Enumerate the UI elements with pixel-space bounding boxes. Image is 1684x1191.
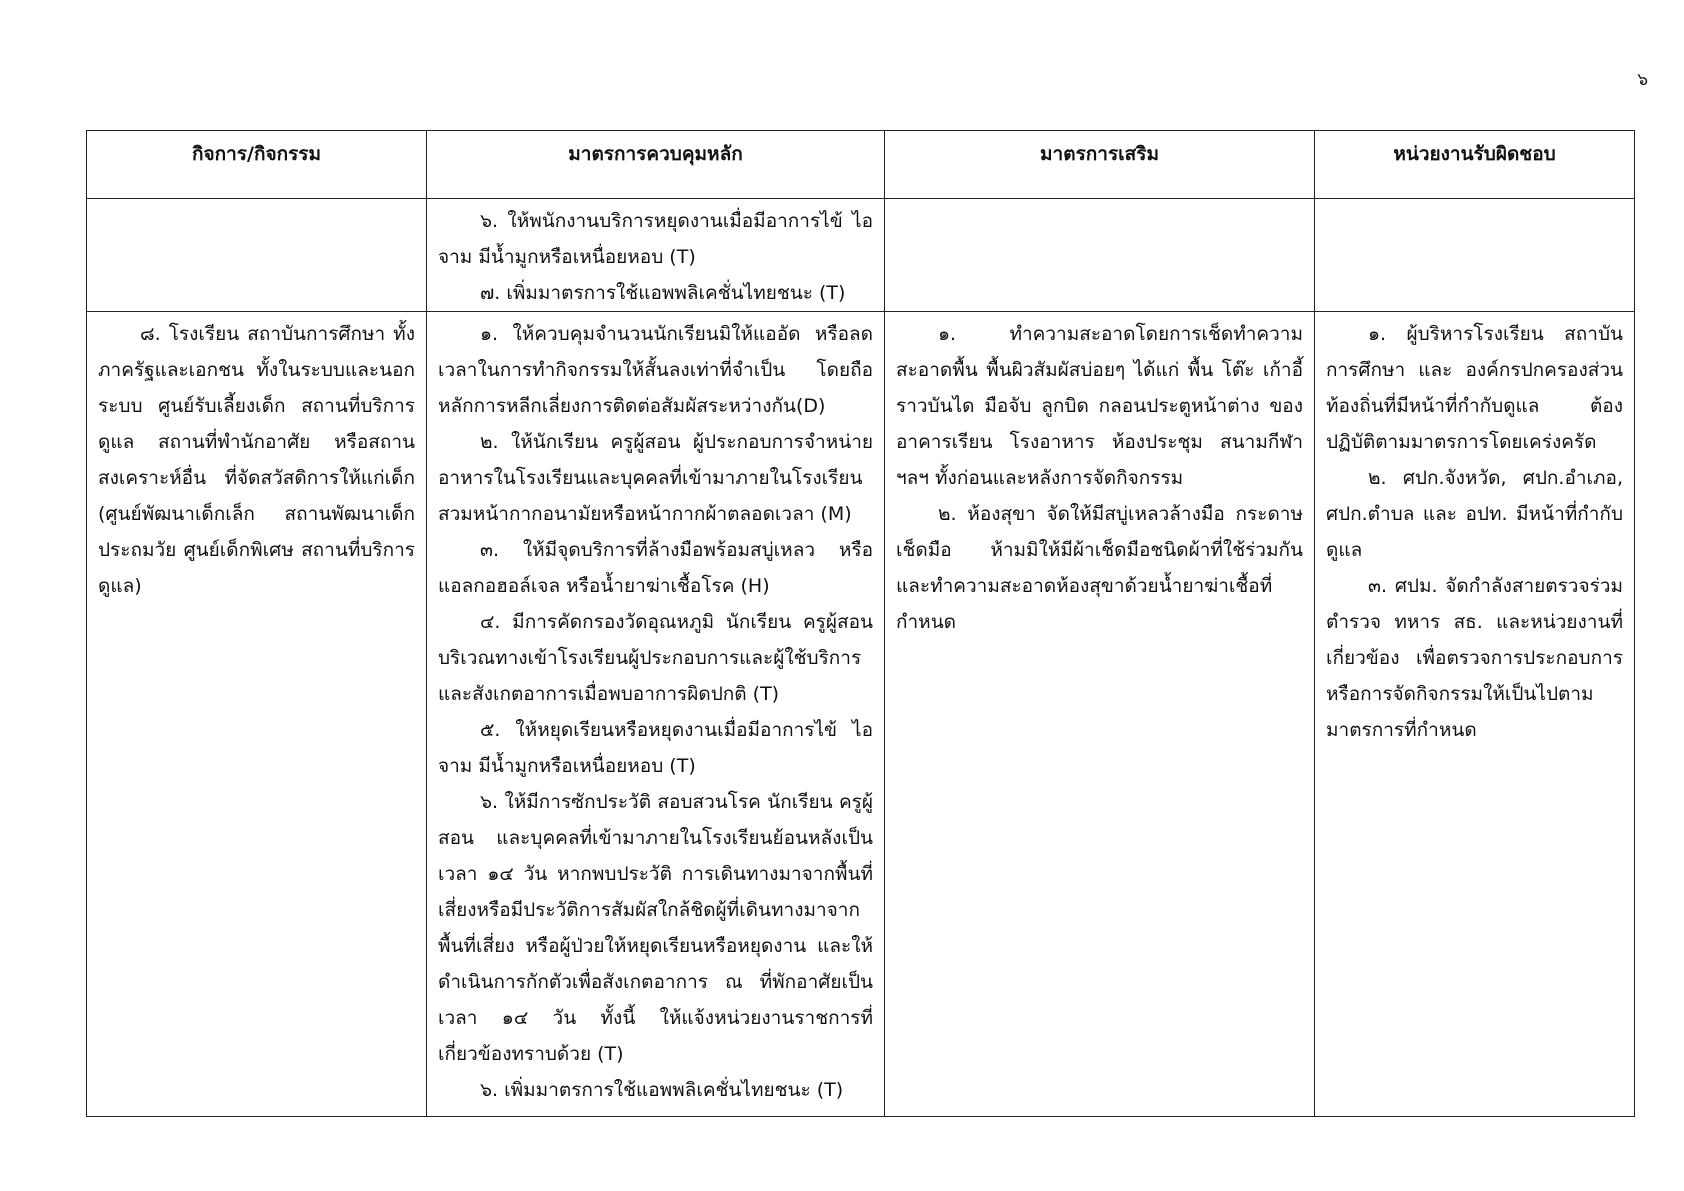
extra-measures-cell [885, 312, 1315, 1117]
main-measure-item: ๖. ให้พนักงานบริการหยุดงานเมื่อมีอาการไข้ ไอ จาม มีน้ำมูกหรือเหนื่อยหอบ (T) [438, 210, 873, 268]
responsible-item: ๑. ผู้บริหารโรงเรียน สถาบันการศึกษา และ องค์กรปกครองส่วนท้องถิ่นที่มีหน้าที่กำกับดูแล ต้องปฏิบัติตามมาตรการโดยเคร่งครัด [1326, 323, 1623, 453]
measures-table [86, 130, 1635, 1117]
page-number: ๖ [1637, 70, 1648, 90]
activity-cell [87, 199, 427, 312]
main-measure-item: ๖. เพิ่มมาตรการใช้แอพพลิเคชั่นไทยชนะ (T) [480, 1079, 844, 1101]
main-measures-cell [427, 199, 885, 312]
table-row [87, 199, 1635, 312]
main-measure-item: ๔. มีการคัดกรองวัดอุณหภูมิ นักเรียน ครูผู้สอน บริเวณทางเข้าโรงเรียนผู้ประกอบการและผู้ใช้บริการและสังเกตอาการเมื่อพบอาการผิดปกติ (T) [438, 611, 873, 705]
main-measure-item: ๓. ให้มีจุดบริการที่ล้างมือพร้อมสบู่เหลว หรือแอลกอฮอล์เจล หรือน้ำยาฆ่าเชื้อโรค (H) [438, 539, 873, 597]
main-measures-cell [427, 312, 885, 1117]
main-measure-item: ๒. ให้นักเรียน ครูผู้สอน ผู้ประกอบการจำหน่ายอาหารในโรงเรียนและบุคคลที่เข้ามาภายในโรงเรียนสวมหน้ากากอนามัยหรือหน้ากากผ้าตลอดเวลา (M) [438, 431, 873, 525]
activity-cell [87, 312, 427, 1117]
responsible-cell [1315, 199, 1635, 312]
main-measure-item: ๖. ให้มีการซักประวัติ สอบสวนโรค นักเรียน ครูผู้สอน และบุคคลที่เข้ามาภายในโรงเรียนย้อนหลังเป็นเวลา ๑๔ วัน หากพบประวัติ การเดินทางมาจากพื้นที่เสี่ยงหรือมีประวัติการสัมผัสใกล้ชิดผู้ที่เดินทางมาจากพื้นที่เสี่ยง หรือผู้ป่วยให้หยุดเรียนหรือหยุดงาน และให้ดำเนินการกักตัวเพื่อสังเกตอาการ ณ ที่พักอาศัยเป็นเวลา ๑๔ วัน ทั้งนี้ ให้แจ้งหน่วยงานราชการที่เกี่ยวข้องทราบด้วย (T) [438, 791, 873, 1065]
responsible-cell [1315, 312, 1635, 1117]
table-header-row [87, 131, 1635, 199]
main-measure-item: ๗. เพิ่มมาตรการใช้แอพพลิเคชั่นไทยชนะ (T) [480, 282, 846, 304]
extra-measure-item: ๑. ทำความสะอาดโดยการเช็ดทำความสะอาดพื้น พื้นผิวสัมผัสบ่อยๆ ได้แก่ พื้น โต๊ะ เก้าอี้ ราวบันได มือจับ ลูกบิด กลอนประตูหน้าต่าง ของ อาคารเรียน โรงอาหาร ห้องประชุม สนามกีฬา ฯลฯ ทั้งก่อนและหลังการจัดกิจกรรม [896, 323, 1303, 489]
main-measure-item: ๑. ให้ควบคุมจำนวนนักเรียนมิให้แออัด หรือลดเวลาในการทำกิจกรรมให้สั้นลงเท่าที่จำเป็น โดยถือหลักการหลีกเลี่ยงการติดต่อสัมผัสระหว่างกัน(D) [438, 323, 873, 417]
main-measure-item: ๕. ให้หยุดเรียนหรือหยุดงานเมื่อมีอาการไข้ ไอ จาม มีน้ำมูกหรือเหนื่อยหอบ (T) [438, 719, 873, 777]
activity-text: ๘. โรงเรียน สถาบันการศึกษา ทั้งภาครัฐและเอกชน ทั้งในระบบและนอกระบบ ศูนย์รับเลี้ยงเด็ก สถานที่บริการดูแล สถานที่พำนักอาศัย หรือสถานสงเคราะห์อื่น ที่จัดสวัสดิการให้แก่เด็ก (ศูนย์พัฒนาเด็กเล็ก สถานพัฒนาเด็กประถมวัย ศูนย์เด็กพิเศษ สถานที่บริการดูแล) [98, 323, 415, 597]
table-row [87, 312, 1635, 1117]
extra-measure-item: ๒. ห้องสุขา จัดให้มีสบู่เหลวล้างมือ กระดาษเช็ดมือ ห้ามมิให้มีผ้าเช็ดมือชนิดผ้าที่ใช้ร่วมกัน และทำความสะอาดห้องสุขาด้วยน้ำยาฆ่าเชื้อที่กำหนด [896, 503, 1303, 633]
header-main-measures: มาตรการควบคุมหลัก [427, 131, 885, 199]
responsible-item: ๒. ศปก.จังหวัด, ศปก.อำเภอ, ศปก.ตำบล และ อปท. มีหน้าที่กำกับดูแล [1326, 467, 1623, 561]
header-responsible: หน่วยงานรับผิดชอบ [1315, 131, 1635, 199]
header-activity: กิจการ/กิจกรรม [87, 131, 427, 199]
header-extra-measures: มาตรการเสริม [885, 131, 1315, 199]
extra-measures-cell [885, 199, 1315, 312]
responsible-item: ๓. ศปม. จัดกำลังสายตรวจร่วม ตำรวจ ทหาร สธ. และหน่วยงานที่เกี่ยวข้อง เพื่อตรวจการประกอบการหรือการจัดกิจกรรมให้เป็นไปตามมาตรการที่กำหนด [1326, 575, 1623, 741]
